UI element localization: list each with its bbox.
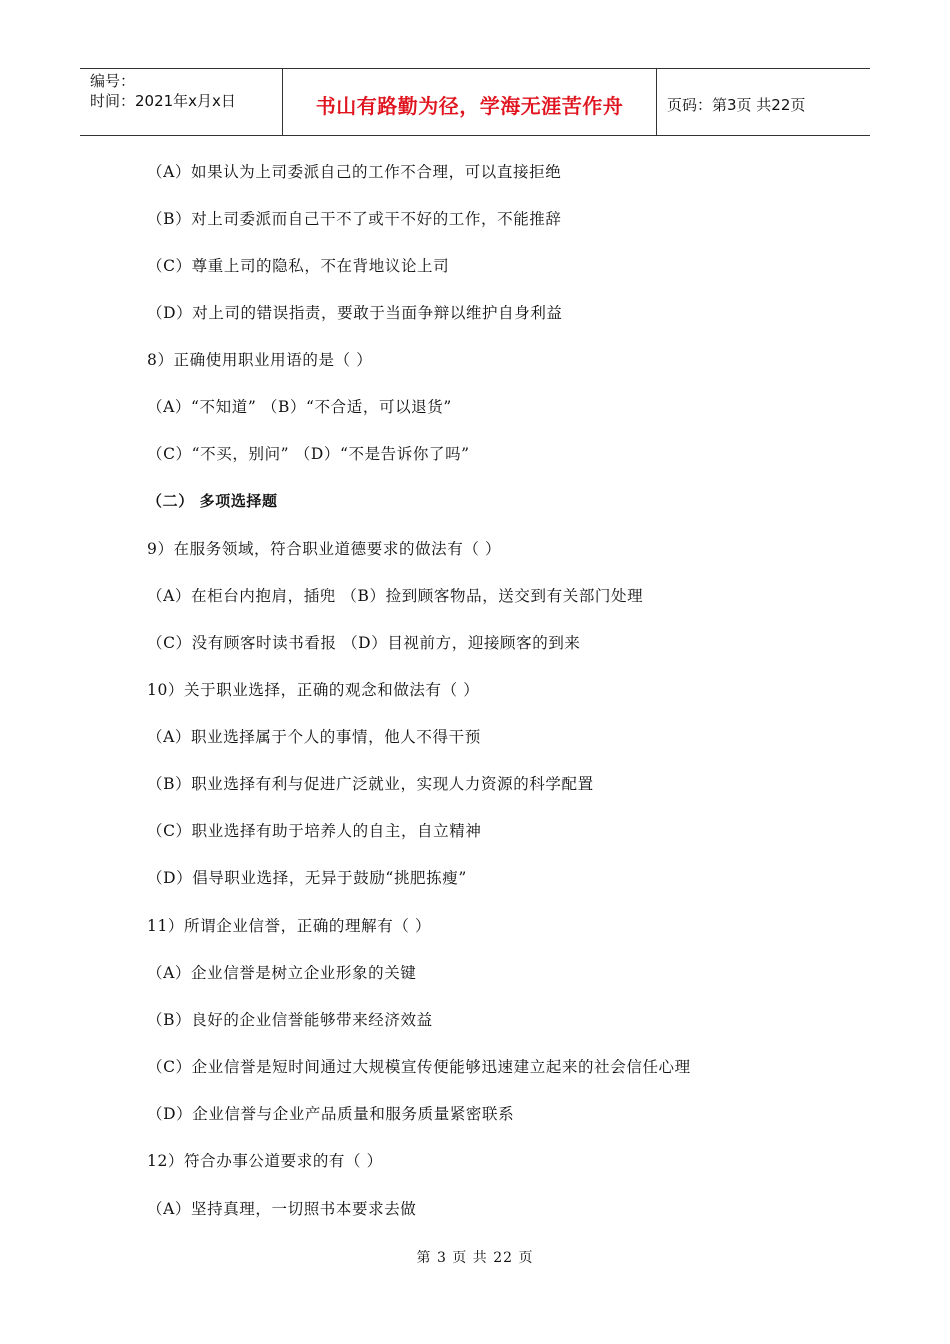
question-line: （A）“不知道” （B）“不合适，可以退货” [147,398,452,416]
header-motto: 书山有路勤为径，学海无涯苦作舟 [315,93,624,118]
page-footer: 第 3 页 共 22 页 [416,1250,534,1266]
question-line: （C）职业选择有助于培养人的自主，自立精神 [147,822,482,840]
question-line: 8）正确使用职业用语的是（ ） [147,351,373,369]
question-line: （A）如果认为上司委派自己的工作不合理，可以直接拒绝 [147,163,562,181]
question-line: （B）良好的企业信誉能够带来经济效益 [147,1011,433,1029]
document-time-label: 时间：2021年x月x日 [90,92,236,110]
document-number-label: 编号： [90,72,136,90]
question-line: （C）企业信誉是短时间通过大规模宣传便能够迅速建立起来的社会信任心理 [147,1058,691,1076]
question-line: （A）坚持真理，一切照书本要求去做 [147,1200,417,1218]
question-line: （B）职业选择有利与促进广泛就业，实现人力资源的科学配置 [147,775,594,793]
section-heading: （二） 多项选择题 [147,492,278,510]
question-line: 11）所谓企业信誉，正确的理解有（ ） [147,917,432,935]
question-line: （D）企业信誉与企业产品质量和服务质量紧密联系 [147,1105,515,1123]
question-line: （D）对上司的错误指责，要敢于当面争辩以维护自身利益 [147,304,563,322]
question-line: 12）符合办事公道要求的有（ ） [147,1152,383,1170]
question-line: （A）在柜台内抱肩，插兜 （B）捡到顾客物品，送交到有关部门处理 [147,587,644,605]
question-line: 9）在服务领域，符合职业道德要求的做法有（ ） [147,540,502,558]
question-line: （A）企业信誉是树立企业形象的关键 [147,964,417,982]
question-line: （D）倡导职业选择，无异于鼓励“挑肥拣瘦” [147,869,467,887]
question-line: （C）尊重上司的隐私，不在背地议论上司 [147,257,450,275]
question-line: （B）对上司委派而自己干不了或干不好的工作，不能推辞 [147,210,562,228]
question-line: 10）关于职业选择，正确的观念和做法有（ ） [147,681,480,699]
question-line: （C）没有顾客时读书看报 （D）目视前方，迎接顾客的到来 [147,634,581,652]
header-page-label: 页码：第3页 共22页 [667,95,806,114]
question-line: （C）“不买，别问” （D）“不是告诉你了吗” [147,445,470,463]
question-line: （A）职业选择属于个人的事情，他人不得干预 [147,728,481,746]
